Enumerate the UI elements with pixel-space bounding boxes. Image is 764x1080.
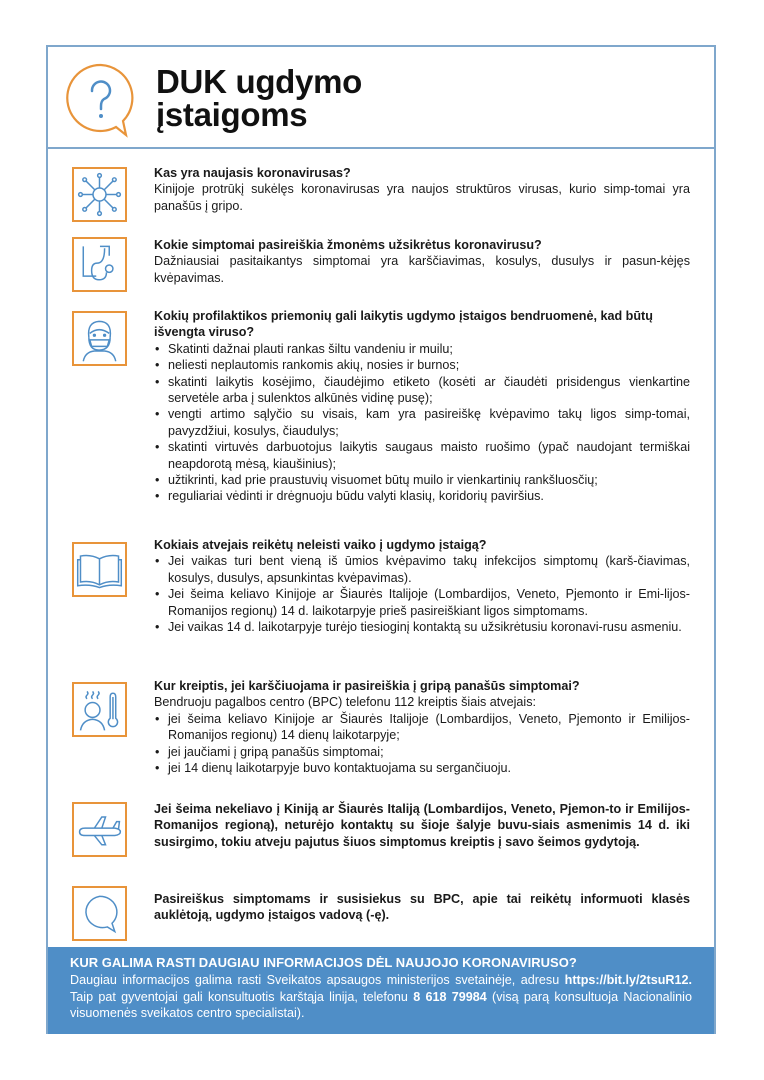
where-to-turn-list xyxy=(154,711,690,777)
thermometer-person-icon xyxy=(72,682,127,737)
intro-text: Bendruoju pagalbos centro (BPC) telefonu 112 kreiptis šiais atvejais: xyxy=(154,695,536,710)
list-item: • skatinti laikytis kosėjimo, čiaudėjimo etiketo (kosėti ar čiaudėti prisidengus vienkartine servetėle arba į sulenktos alkūnės vidinę pusę); xyxy=(154,374,690,407)
list-item: • jei 14 dienų laikotarpyje buvo kontaktuojama su sergančiuoju. xyxy=(154,760,690,776)
section-text xyxy=(154,678,690,776)
list-item: • reguliariai vėdinti ir drėgnuoju būdu valyti klasių, koridorių paviršius. xyxy=(154,488,690,504)
footer-text-1: Daugiau informacijos galima rasti Sveikatos apsaugos ministerijos svetainėje, adresu xyxy=(70,973,565,988)
question: Kokie simptomai pasireiškia žmonėms užsikrėtus koronavirusu? xyxy=(154,238,542,252)
list-item: • užtikrinti, kad prie praustuvių visuomet būtų muilo ir vienkartinių rankšluosčių; xyxy=(154,472,690,488)
section-text: Pasireiškus simptomams ir susisiekus su BPC, apie tai reikėtų informuoti klasės auklėtoją, ugdymo įstaigos vadovą (-ę). xyxy=(154,892,690,923)
stethoscope-icon xyxy=(72,237,127,292)
footer-body xyxy=(70,972,692,1021)
prevention-list xyxy=(154,341,690,505)
list-item: • Jei vaikas turi bent vieną iš ūmios kvėpavimo takų infekcijos simptomų (karš-čiavimas, kosulys, dusulys, apsunkintas kvėpavimas). xyxy=(154,553,690,586)
section-text xyxy=(154,165,690,214)
header xyxy=(48,47,714,147)
book-icon xyxy=(72,542,127,597)
question: Kur kreiptis, jei karščiuojama ir pasireiškia į gripą panašūs simptomai? xyxy=(154,679,580,693)
airplane-icon xyxy=(72,802,127,857)
masked-person-icon xyxy=(72,311,127,366)
document-frame xyxy=(46,45,716,1034)
list-item: • jei jaučiami į gripą panašūs simptomai; xyxy=(154,744,690,760)
list-item: • vengti artimo sąlyčio su visais, kam yra pasireiškę kvėpavimo takų ligos simp-tomai, pavyzdžiui, kosulys, čiaudulys; xyxy=(154,406,690,439)
footer-phone: 8 618 79984 xyxy=(413,989,487,1004)
page-title xyxy=(156,65,362,131)
section-text xyxy=(154,537,690,635)
footer-text-2: Taip pat gyventojai gali konsultuotis karštąja linija, telefonu xyxy=(70,989,414,1004)
attendance-list xyxy=(154,553,690,635)
section-text xyxy=(154,308,690,505)
virus-icon xyxy=(72,167,127,222)
section-text xyxy=(154,237,690,286)
list-item: • Jei šeima keliavo Kinijoje ar Šiaurės Italijoje (Lombardijos, Veneto, Pjemonto ir Emi-lijos-Romanijos regionų) 14 d. laikotarpyje prieš pasireiškiant ligos simptomams. xyxy=(154,586,690,619)
list-item: • jei šeima keliavo Kinijoje ar Šiaurės Italijoje (Lombardijos, Veneto, Pjemonto ir Emilijos-Romanijos regionų) 14 dienų laikotarpyje; xyxy=(154,711,690,744)
question-bubble-icon xyxy=(62,59,140,139)
title-line-2: įstaigoms xyxy=(156,96,308,133)
question: Kokiais atvejais reikėtų neleisti vaiko į ugdymo įstaigą? xyxy=(154,538,487,552)
question: Kokių profilaktikos priemonių gali laikytis ugdymo įstaigos bendruomenė, kad būtų išvengta viruso? xyxy=(154,309,653,340)
header-divider xyxy=(48,147,714,149)
footer-text-3: (visą parą konsultuoja Nacionalinio visuomenės sveikatos centro specialistai). xyxy=(70,989,692,1021)
question: Kas yra naujasis koronavirusas? xyxy=(154,166,351,180)
answer: Kinijoje protrūkį sukėlęs koronavirusas yra naujos struktūros virusas, kurio simp-tomai yra panašūs į gripo. xyxy=(154,182,690,213)
list-item: • skatinti virtuvės darbuotojus laikytis saugaus maisto ruošimo (ypač naudojant termiškai neapdorotą mėsą, kiaušinius); xyxy=(154,439,690,472)
info-footer xyxy=(48,947,714,1034)
speech-bubble-icon xyxy=(72,886,127,941)
footer-link[interactable]: https://bit.ly/2tsuR12. xyxy=(564,973,692,988)
footer-heading: KUR GALIMA RASTI DAUGIAU INFORMACIJOS DĖL NAUJOJO KORONAVIRUSO? xyxy=(70,955,577,970)
list-item: • Skatinti dažnai plauti rankas šiltu vandeniu ir muilu; xyxy=(154,341,690,357)
title-line-1: DUK ugdymo xyxy=(156,63,362,100)
answer: Dažniausiai pasitaikantys simptomai yra karščiavimas, kosulys, dusulys ir pasun-kėjęs kvėpavimas. xyxy=(154,254,690,285)
list-item: • Jei vaikas 14 d. laikotarpyje turėjo tiesioginį kontaktą su užsikrėtusiu koronavi-rusu asmeniu. xyxy=(154,619,690,635)
list-item: • neliesti neplautomis rankomis akių, nosies ir burnos; xyxy=(154,357,690,373)
section-text: Jei šeima nekeliavo į Kiniją ar Šiaurės Italiją (Lombardijos, Veneto, Pjemon-to ir Emilijos-Romanijos regioną), neturėjo kontaktų su šioje šalyje buvu-siais asmenimis 14 d. iki susirgimo, tokiu atveju pajutus šiuos simptomus kreiptis į savo šeimos gydytoją. xyxy=(154,802,690,849)
